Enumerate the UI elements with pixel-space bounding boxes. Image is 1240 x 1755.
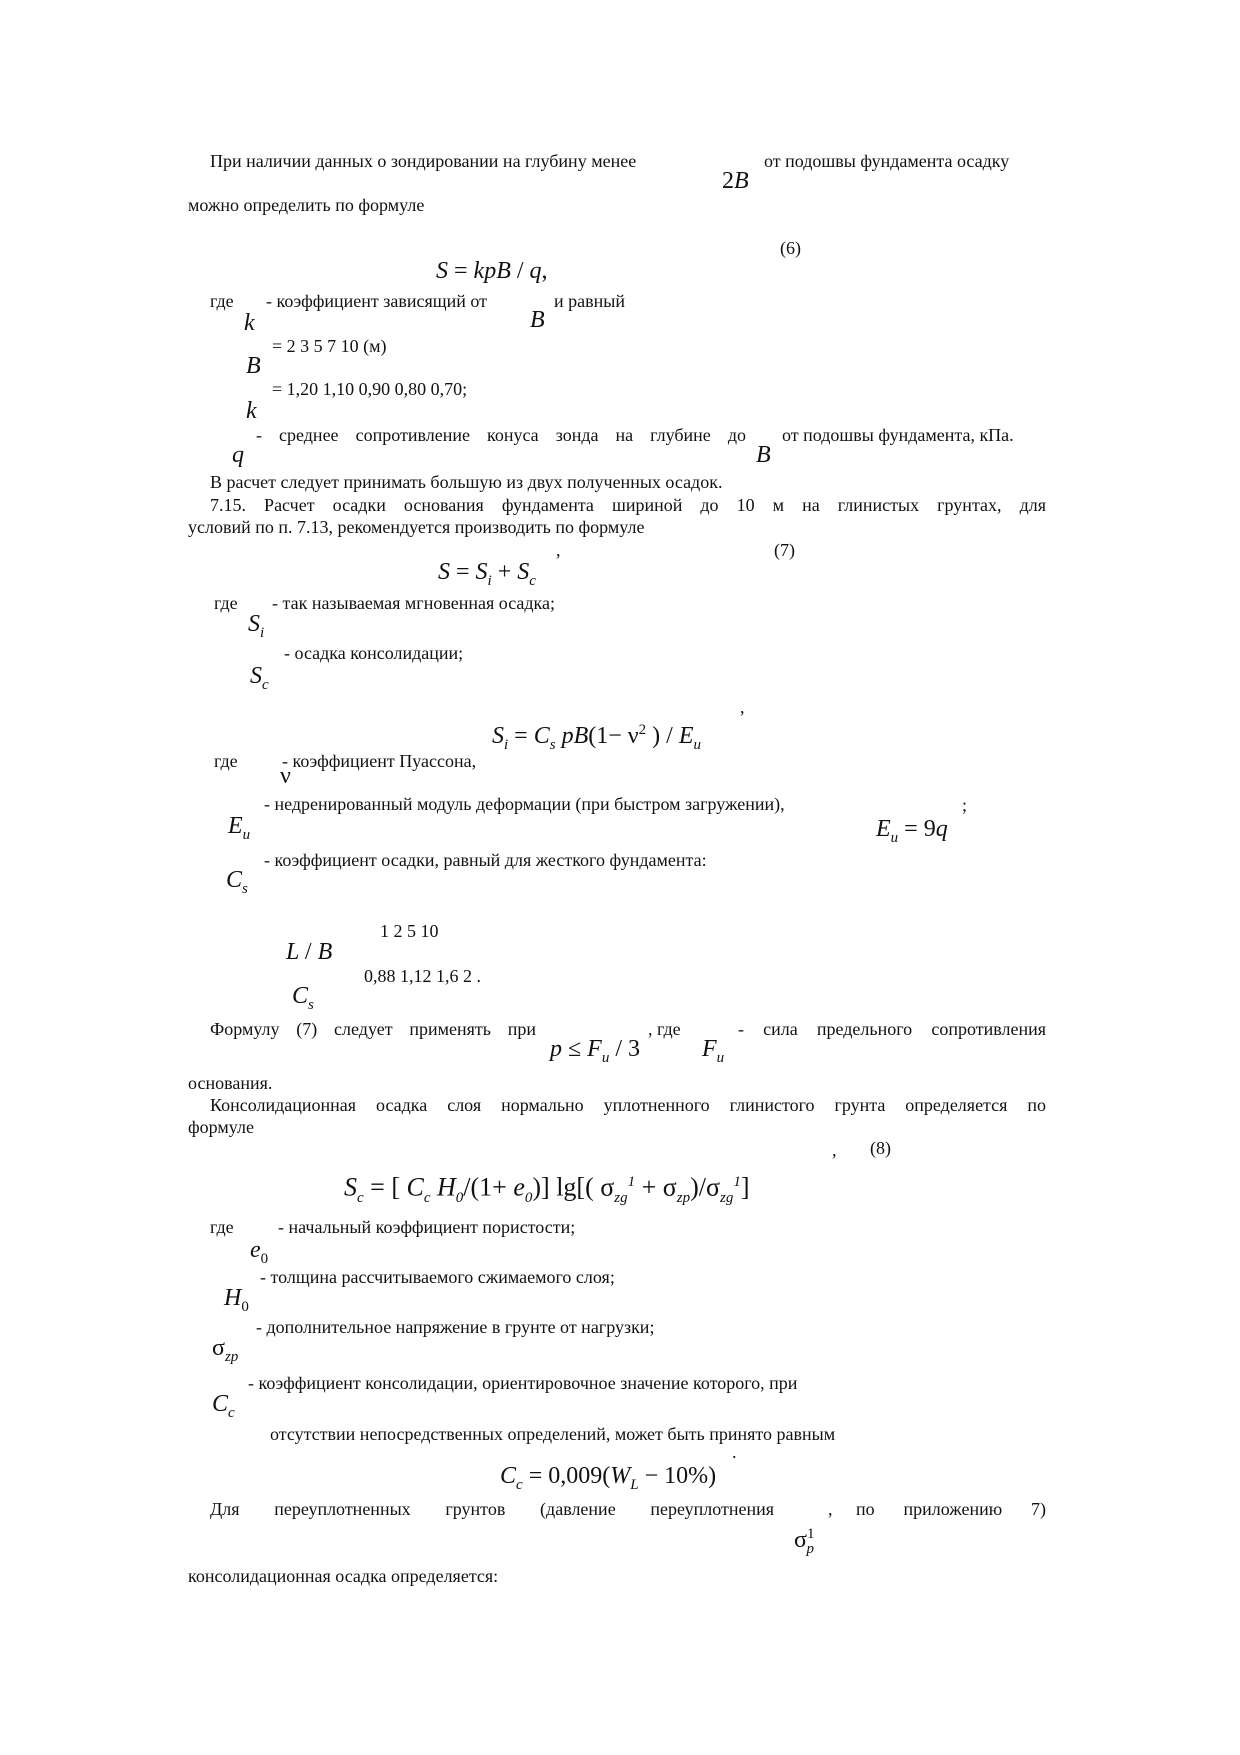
k-definition-tail: и равный xyxy=(554,291,625,311)
szp-definition: - дополнительное напряжение в грунте от нагрузки; xyxy=(256,1317,655,1337)
where-label-4: где xyxy=(210,1217,234,1237)
symbol-eu: $E_u$ xyxy=(228,813,251,843)
para-over-comma: , xyxy=(828,1499,833,1519)
para-over-tail: по приложению 7) xyxy=(856,1499,1046,1519)
condition-p-fu: $p \le F_u / 3$ xyxy=(550,1036,641,1066)
cs-definition: - коэффициент осадки, равный для жесткого фундамента: xyxy=(264,850,707,870)
eq7-comma: , xyxy=(556,540,561,560)
eq-si-comma: , xyxy=(740,697,745,717)
cc-definition-2: отсутствии непосредственных определений, может быть принято равным xyxy=(270,1424,836,1444)
symbol-si: $S_i$ xyxy=(248,611,265,641)
symbol-cs: $C_s$ xyxy=(226,867,248,897)
intro-line-1: При наличии данных о зондировании на глубину менее xyxy=(210,151,637,171)
table-cs-row: 0,88 1,12 1,6 2 . xyxy=(364,966,481,986)
para-over-line-2: консолидационная осадка определяется: xyxy=(188,1566,499,1586)
si-definition: - так называемая мгновенная осадка; xyxy=(272,593,556,613)
eu-definition: - недренированный модуль деформации (при быстром загружении), xyxy=(264,794,785,814)
nu-definition: - коэффициент Пуассона, xyxy=(282,751,477,771)
symbol-sigma-p: $\sigma^1_p$ xyxy=(794,1526,815,1557)
symbol-q: q xyxy=(232,442,244,468)
eu-relation: $E_u = 9q$ xyxy=(876,816,948,846)
table-b-symbol: B xyxy=(246,353,261,379)
table-k-symbol: k xyxy=(246,398,257,424)
symbol-sc: $S_c$ xyxy=(250,663,269,693)
e0-definition: - начальный коэффициент пористости; xyxy=(278,1217,576,1237)
intro-line-1-tail: от подошвы фундамента осадку xyxy=(764,151,1010,171)
eq-si-formula: $S_i = C_s$ $pB(1- \nu^2$ ) / $E_u$ xyxy=(492,722,701,753)
table-k-row: = 1,20 1,10 0,90 0,80 0,70; xyxy=(272,379,468,399)
h0-definition: - толщина рассчитываемого сжимаемого слоя; xyxy=(260,1267,615,1287)
table-lb-symbol: L / B xyxy=(286,939,333,965)
eq-cc-formula: $C_c = 0,009(W_L - 10\%)$ xyxy=(500,1463,717,1493)
para-over-line-1: Для переуплотненных грунтов (давление переуплотнения xyxy=(210,1499,774,1519)
symbol-fu: $F_u$ xyxy=(702,1036,725,1066)
symbol-k: k xyxy=(244,310,255,336)
para-larger: В расчет следует принимать большую из двух полученных осадок. xyxy=(210,472,723,492)
q-definition: - среднее сопротивление конуса зонда на глубине до xyxy=(256,425,746,445)
eq6-number: (6) xyxy=(780,238,801,258)
cc-definition: - коэффициент консолидации, ориентировочное значение которого, при xyxy=(248,1373,798,1393)
para-cons-line-2: формуле xyxy=(188,1117,254,1137)
eu-semicolon: ; xyxy=(962,795,968,815)
table-cs-symbol: $C_s$ xyxy=(292,983,314,1013)
table-b-row: = 2 3 5 7 10 (м) xyxy=(272,336,387,356)
symbol-cc: $C_c$ xyxy=(212,1391,235,1421)
symbol-nu: ν xyxy=(280,763,291,789)
eq6-formula: S = kpB / q, xyxy=(436,258,548,284)
para-f7-tail: - сила предельного сопротивления xyxy=(738,1019,1046,1039)
para-f7-comma: , где xyxy=(648,1019,681,1039)
para-cons-line-1: Консолидационная осадка слоя нормально уплотненного глинистого грунта определяется по xyxy=(210,1095,1046,1115)
intro-line-2: можно определить по формуле xyxy=(188,195,425,215)
para-f7-text: Формулу (7) следует применять при xyxy=(210,1019,536,1039)
eq8-comma: , xyxy=(832,1140,837,1160)
para-f7-line-2: основания. xyxy=(188,1073,273,1093)
symbol-b: B xyxy=(530,307,545,333)
where-label-3: где xyxy=(214,751,238,771)
symbol-h0: $H_0$ xyxy=(224,1285,249,1315)
symbol-2b: 2B xyxy=(722,168,749,194)
eq8-number: (8) xyxy=(870,1138,891,1158)
symbol-e0: $e_0$ xyxy=(250,1237,269,1267)
eq7-formula: $S = S_i + S_c$ xyxy=(438,559,536,589)
symbol-sigma-zp: $\sigma_{zp}$ xyxy=(212,1335,239,1365)
where-label-1: где xyxy=(210,291,234,311)
para-715-line-1: 7.15. Расчет осадки основания фундамента шириной до 10 м на глинистых грунтах, для xyxy=(210,495,1046,515)
table-lb-row: 1 2 5 10 xyxy=(380,921,439,941)
eq7-number: (7) xyxy=(774,540,795,560)
eq8-formula: $S_c$ = [ $C_c$ $H_0/(1+ e_0)$] lg[( $\sigma_{zg}^1 + \sigma_{zp})/\sigma_{zg}^1$] xyxy=(344,1172,750,1206)
q-definition-tail: от подошвы фундамента, кПа. xyxy=(782,425,1014,445)
where-label-2: где xyxy=(214,593,238,613)
symbol-b-2: B xyxy=(756,442,771,468)
sc-definition: - осадка консолидации; xyxy=(284,643,464,663)
k-definition: - коэффициент зависящий от xyxy=(266,291,488,311)
eq-cc-dot: . xyxy=(732,1442,737,1462)
para-715-line-2: условий по п. 7.13, рекомендуется производить по формуле xyxy=(188,517,645,537)
